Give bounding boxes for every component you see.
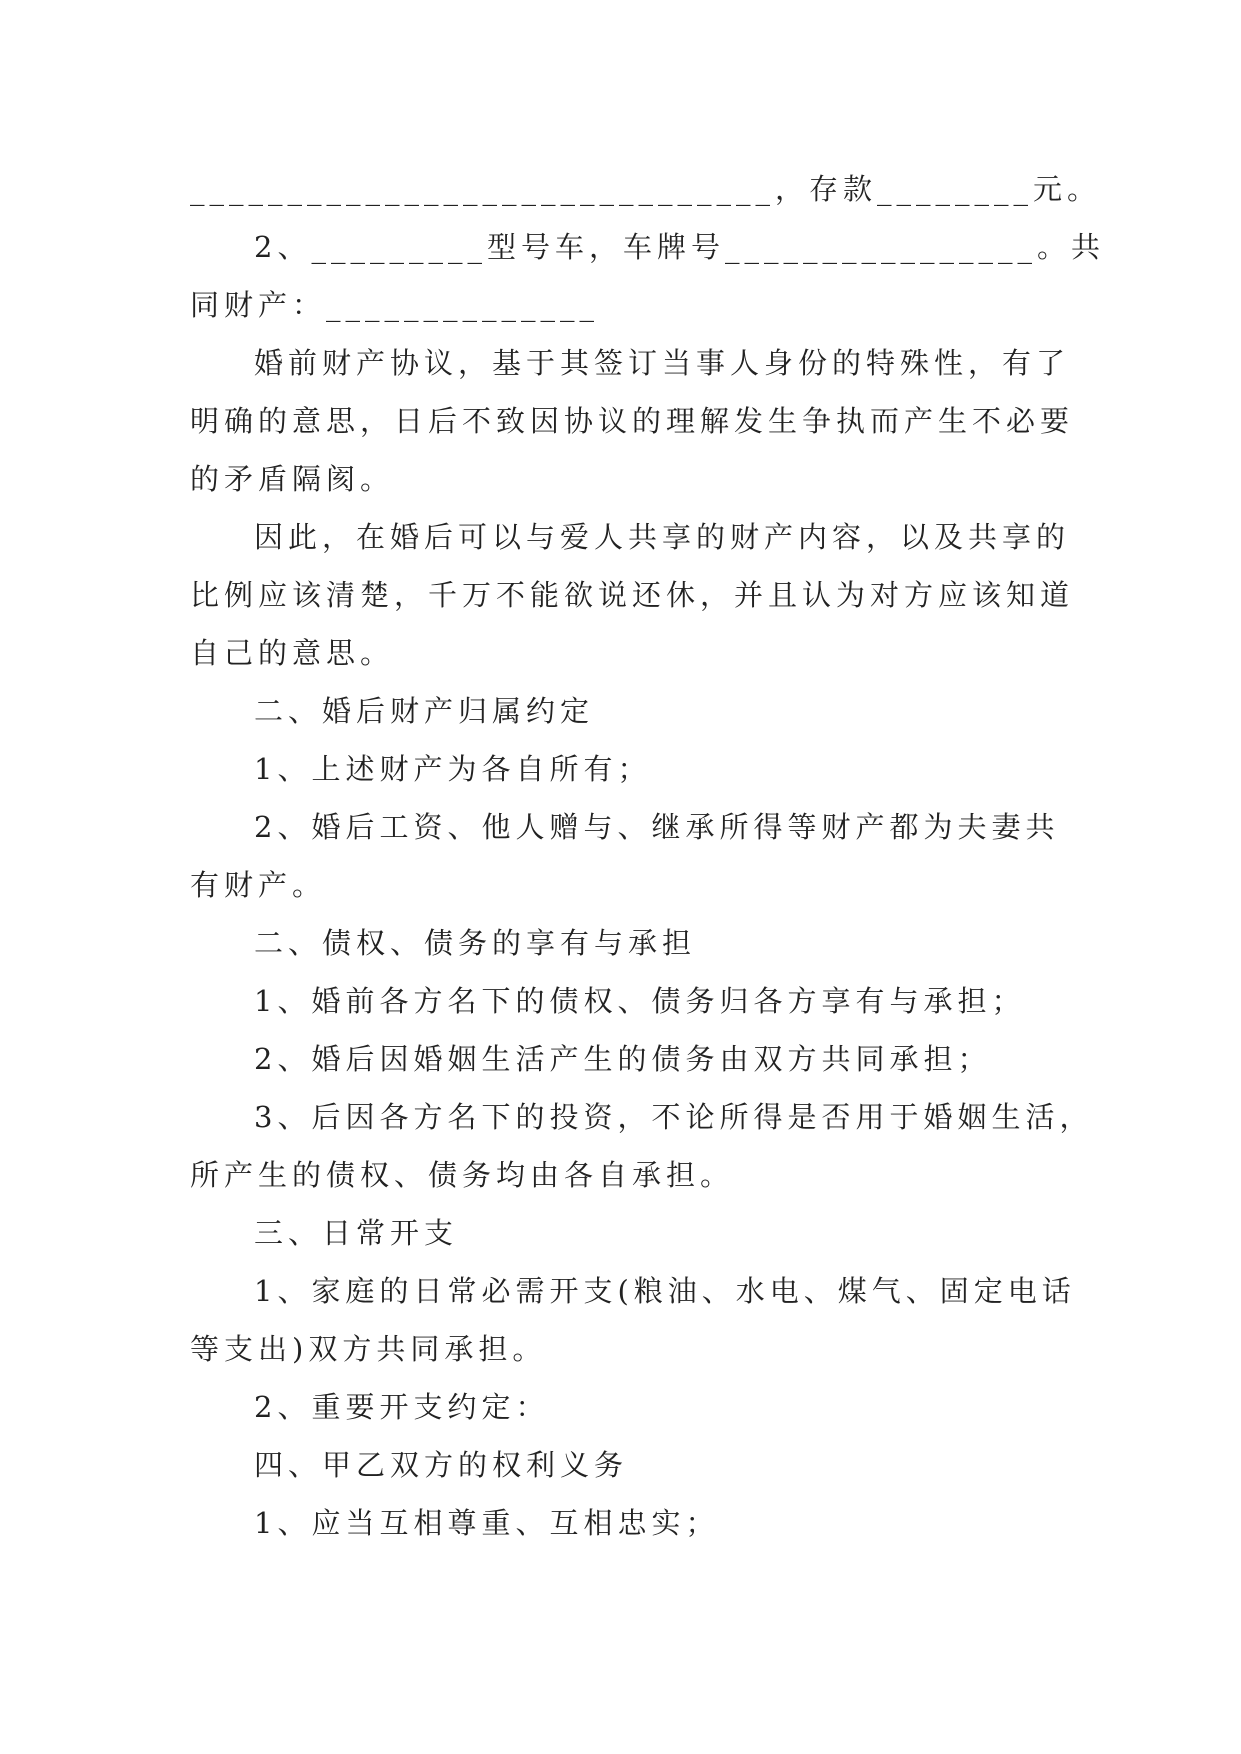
text-line: 2、重要开支约定：: [254, 1390, 550, 1424]
text-line: 1、家庭的日常必需开支(粮油、水电、煤气、固定电话: [254, 1274, 1076, 1308]
text-line: 3、后因各方名下的投资，不论所得是否用于婚姻生活，: [254, 1100, 1094, 1134]
text-line: 三、日常开支: [254, 1216, 459, 1250]
text-line: 明确的意思，日后不致因协议的理解发生争执而产生不必要: [190, 404, 1075, 438]
text-line: 婚前财产协议，基于其签订当事人身份的特殊性，有了: [254, 346, 1071, 380]
text-line: 因此，在婚后可以与爱人共享的财产内容，以及共享的: [254, 520, 1071, 554]
document-body: [190, 160, 1105, 1552]
text-line: 的矛盾隔阂。: [190, 462, 395, 496]
text-line: 1、应当互相尊重、互相忠实；: [254, 1506, 720, 1540]
text-line: 自己的意思。: [190, 636, 395, 670]
text-line: 2、婚后工资、他人赠与、继承所得等财产都为夫妻共: [254, 810, 1060, 844]
text-line: 1、婚前各方名下的债权、债务归各方享有与承担；: [254, 984, 1026, 1018]
text-line: 2、_________型号车，车牌号________________。共: [254, 230, 1105, 264]
text-line: 2、婚后因婚姻生活产生的债务由双方共同承担；: [254, 1042, 992, 1076]
text-line: ______________________________，存款________元。: [190, 172, 1102, 206]
text-line: 四、甲乙双方的权利义务: [254, 1448, 629, 1482]
text-line: 二、债权、债务的享有与承担: [254, 926, 697, 960]
text-line: 所产生的债权、债务均由各自承担。: [190, 1158, 735, 1192]
text-line: 比例应该清楚，千万不能欲说还休，并且认为对方应该知道: [190, 578, 1075, 612]
text-line: 等支出)双方共同承担。: [190, 1332, 547, 1366]
text-line: 同财产：______________: [190, 288, 600, 322]
text-line: 二、婚后财产归属约定: [254, 694, 595, 728]
text-line: 1、上述财产为各自所有；: [254, 752, 652, 786]
text-line: 有财产。: [190, 868, 327, 902]
